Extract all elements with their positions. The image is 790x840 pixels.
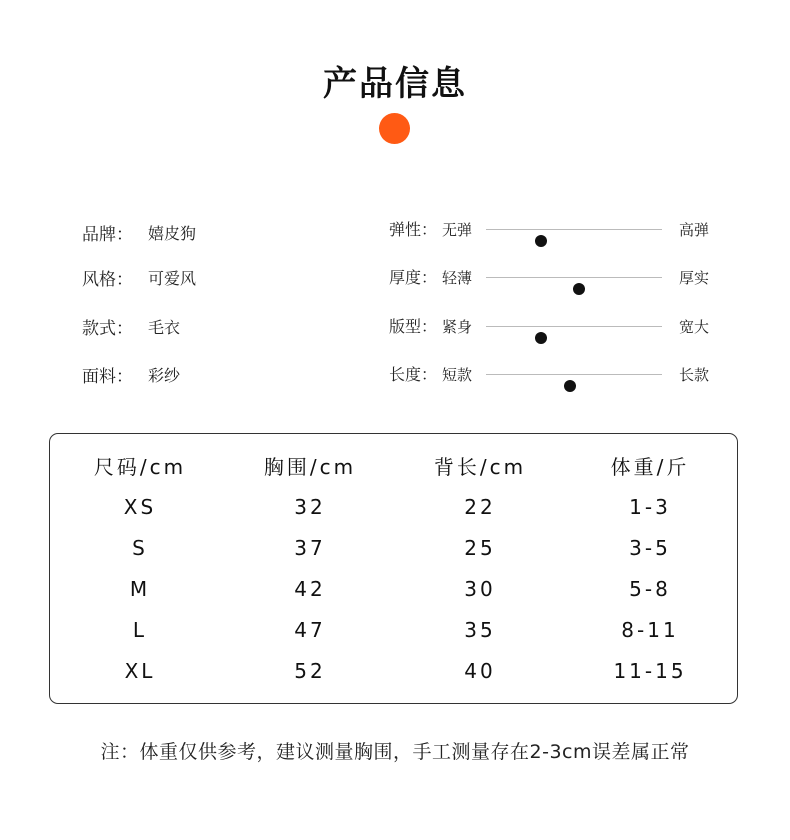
table-cell: 40 — [464, 658, 496, 683]
table-cell: 32 — [294, 494, 326, 519]
table-cell: 30 — [464, 576, 496, 601]
table-cell: S — [132, 535, 148, 560]
table-cell: XS — [123, 494, 157, 519]
table-row — [55, 527, 735, 568]
size-table — [55, 445, 735, 691]
chest-header-cell: 胸围/cm — [263, 455, 357, 479]
attribute-label: 款式： — [82, 318, 133, 339]
table-cell: 47 — [294, 617, 326, 642]
weight-header-cell: 体重/斤 — [610, 455, 690, 479]
attribute-value: 嬉皮狗 — [148, 223, 197, 243]
scale-thickness — [389, 266, 719, 290]
table-cell: 1-3 — [629, 494, 671, 519]
scale-high-label: 高弹 — [679, 221, 710, 239]
scale-low-label: 轻薄 — [442, 269, 473, 287]
table-cell: 35 — [464, 617, 496, 642]
scale-low-label: 短款 — [442, 366, 473, 384]
size-header-cell: 尺码/cm — [93, 455, 187, 479]
table-cell: 25 — [464, 535, 496, 560]
scale-high-label: 长款 — [679, 366, 710, 384]
attribute-row-brand — [82, 220, 342, 244]
scale-track — [486, 374, 662, 375]
measurement-note: 注：体重仅供参考，建议测量胸围，手工测量存在2-3cm误差属正常 — [100, 741, 690, 763]
scale-track — [486, 326, 662, 327]
attribute-value: 可爱风 — [148, 268, 197, 288]
table-cell: 11-15 — [613, 658, 687, 683]
back-length-header-cell: 背长/cm — [433, 455, 527, 479]
scale-label: 长度： — [389, 365, 438, 384]
table-row — [55, 568, 735, 609]
table-row — [55, 650, 735, 691]
attribute-label: 面料： — [82, 366, 133, 387]
table-cell: 3-5 — [629, 535, 671, 560]
table-cell: 37 — [294, 535, 326, 560]
attribute-value: 彩纱 — [148, 365, 181, 385]
table-cell: XL — [124, 658, 156, 683]
attribute-row-style — [82, 265, 342, 289]
scale-knob — [564, 380, 576, 392]
attribute-value: 毛衣 — [148, 317, 181, 337]
table-cell: 5-8 — [629, 576, 671, 601]
table-cell: 22 — [464, 494, 496, 519]
scale-elasticity — [389, 218, 719, 242]
scale-high-label: 宽大 — [679, 318, 710, 336]
scale-track — [486, 277, 662, 278]
page-title: 产品信息 — [323, 64, 467, 104]
table-cell: 8-11 — [621, 617, 679, 642]
attribute-row-type — [82, 314, 342, 338]
scale-low-label: 紧身 — [442, 318, 473, 336]
attribute-row-fabric — [82, 362, 342, 386]
accent-dot — [379, 113, 410, 144]
scale-length — [389, 363, 719, 387]
size-table-header-row — [55, 445, 735, 486]
table-row — [55, 609, 735, 650]
table-cell: M — [129, 576, 151, 601]
scale-label: 版型： — [389, 317, 438, 336]
scale-label: 厚度： — [389, 268, 438, 287]
scale-track — [486, 229, 662, 230]
table-row — [55, 486, 735, 527]
scale-high-label: 厚实 — [679, 269, 710, 287]
scale-label: 弹性： — [389, 220, 438, 239]
table-cell: 42 — [294, 576, 326, 601]
table-cell: L — [132, 617, 148, 642]
scale-fit — [389, 315, 719, 339]
scale-knob — [535, 332, 547, 344]
scale-knob — [535, 235, 547, 247]
scale-knob — [573, 283, 585, 295]
table-cell: 52 — [294, 658, 326, 683]
attribute-label: 品牌： — [82, 224, 133, 245]
scale-low-label: 无弹 — [442, 221, 473, 239]
attribute-label: 风格： — [82, 269, 133, 290]
